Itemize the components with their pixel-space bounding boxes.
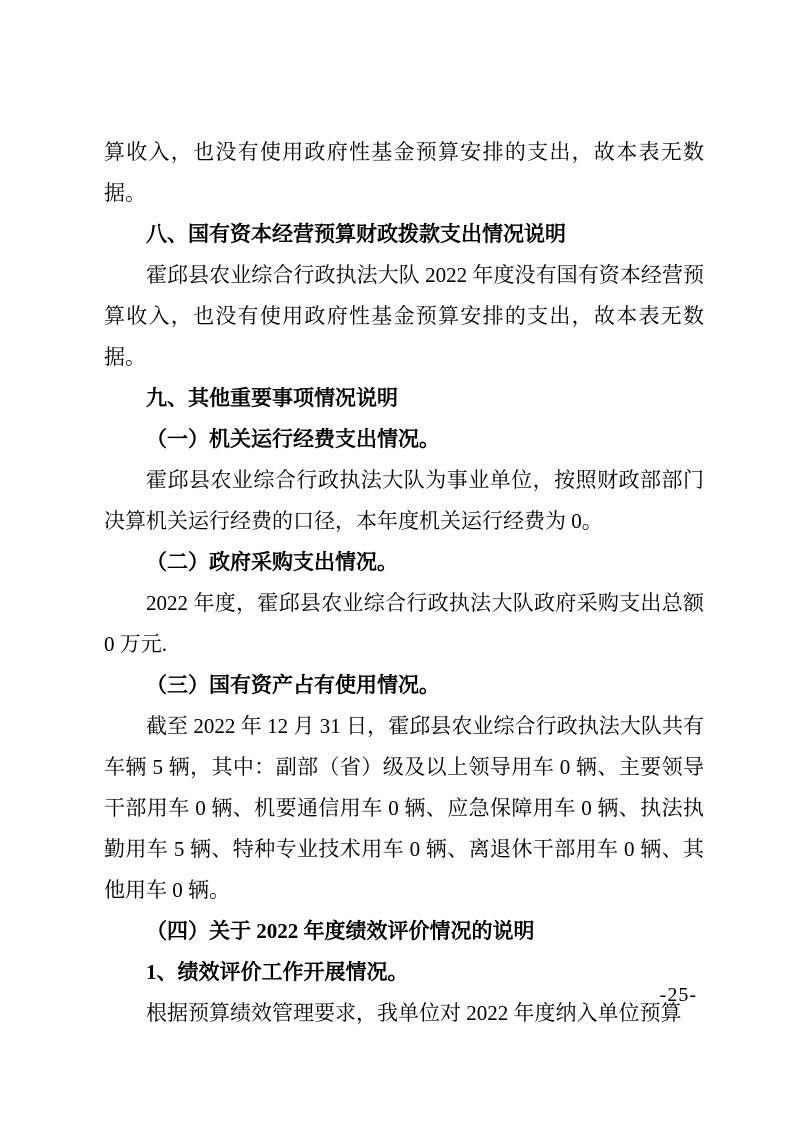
sub-sub-heading-1: 1、绩效评价工作开展情况。 [146,960,409,984]
sub-heading-4: （四）关于 2022 年度绩效评价情况的说明 [146,919,535,943]
sub-heading-2: （二）政府采购支出情况。 [146,550,398,574]
page-number: -25- [659,984,697,1006]
body-paragraph: 霍邱县农业综合行政执法大队 2022 年度没有国有资本经营预算收入，也没有使用政府性基金预算安排的支出，故本表无数据。 [104,263,704,369]
section-heading-9: 九、其他重要事项情况说明 [146,386,398,410]
document-content [104,132,704,1034]
body-paragraph: 2022 年度，霍邱县农业综合行政执法大队政府采购支出总额 0 万元. [104,591,704,656]
body-paragraph-continuation: 算收入，也没有使用政府性基金预算安排的支出，故本表无数据。 [104,140,704,205]
sub-heading-1: （一）机关运行经费支出情况。 [146,427,440,451]
sub-heading-3: （三）国有资产占有使用情况。 [146,673,440,697]
body-paragraph: 截至 2022 年 12 月 31 日，霍邱县农业综合行政执法大队共有车辆 5 辆，其中：副部（省）级及以上领导用车 0 辆、主要领导干部用车 0 辆、机要通信用车 0 辆、应急保障用车 0 辆、执法执勤用车 5 辆、特种专业技术用车 0 辆、离退休干部用车 0 辆、其他用车 0 辆。 [104,714,704,902]
body-paragraph: 根据预算绩效管理要求，我单位对 2022 年度纳入单位预算 [146,1001,682,1025]
body-paragraph: 霍邱县农业综合行政执法大队为事业单位，按照财政部部门决算机关运行经费的口径，本年度机关运行经费为 0。 [104,468,704,533]
section-heading-8: 八、国有资本经营预算财政拨款支出情况说明 [146,222,566,246]
